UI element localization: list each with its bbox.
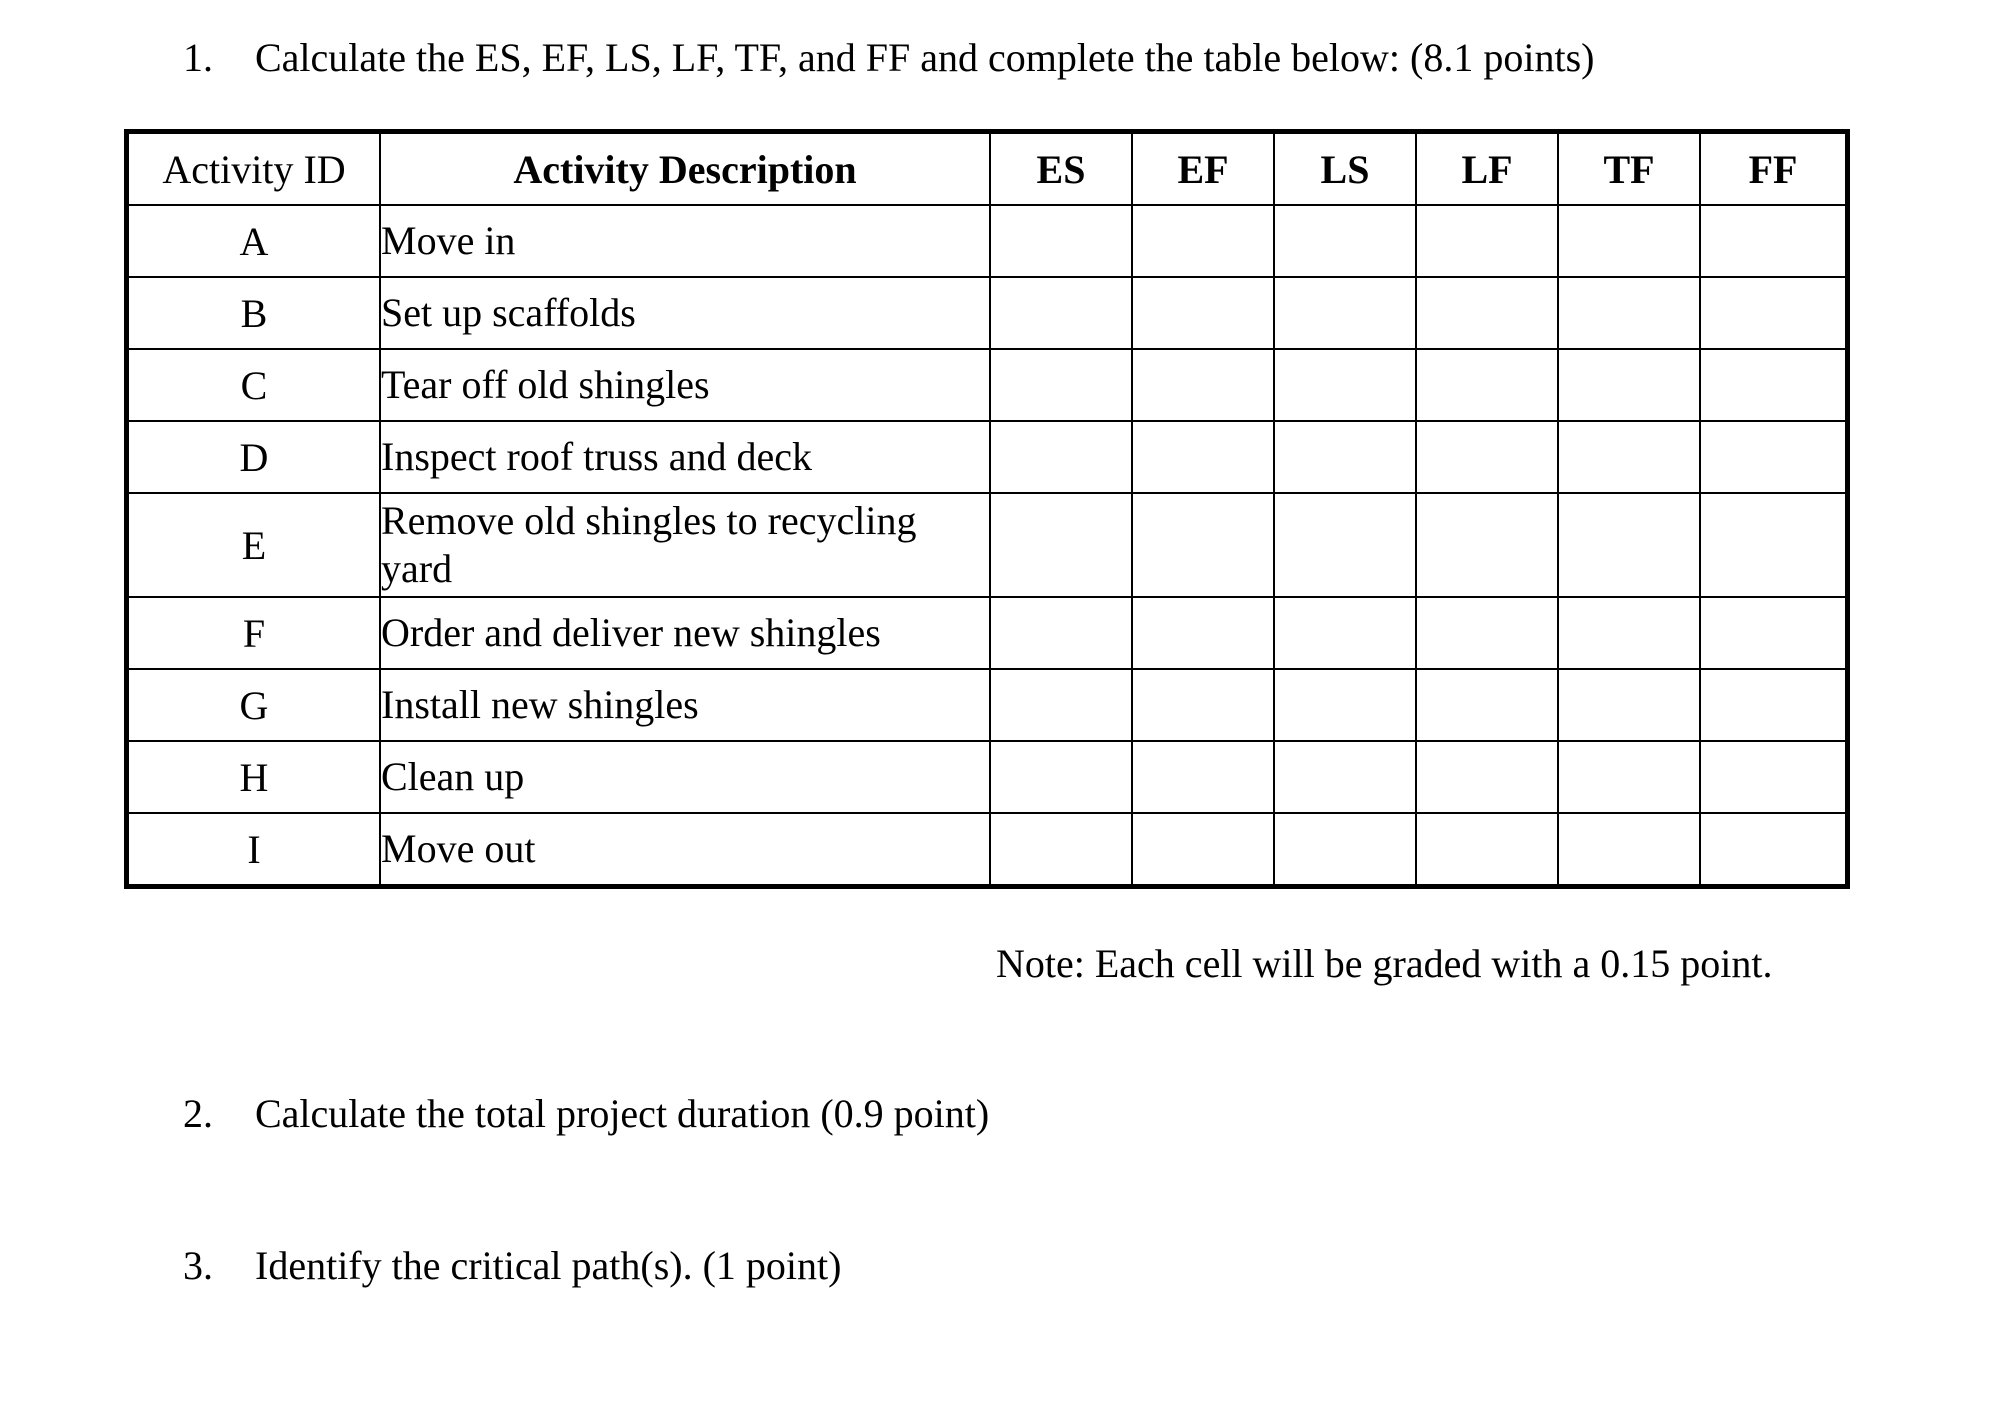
activity-id-cell: D [128,421,380,493]
es-cell[interactable] [990,205,1132,277]
table-row [128,205,1846,277]
activity-description-cell: Set up scaffolds [380,277,990,349]
activity-description-cell: Order and deliver new shingles [380,597,990,669]
header-ef: EF [1132,133,1274,205]
question-1-number: 1. [183,35,213,80]
ef-cell[interactable] [1132,277,1274,349]
header-activity-id: Activity ID [128,133,380,205]
ff-cell[interactable] [1700,277,1846,349]
lf-cell[interactable] [1416,205,1558,277]
ff-cell[interactable] [1700,669,1846,741]
ls-cell[interactable] [1274,421,1416,493]
activity-description-cell: Inspect roof truss and deck [380,421,990,493]
question-3-text: Identify the critical path(s). (1 point) [255,1243,842,1288]
table-row [128,597,1846,669]
tf-cell[interactable] [1558,597,1700,669]
lf-cell[interactable] [1416,669,1558,741]
table-header-row [128,133,1846,205]
ls-cell[interactable] [1274,597,1416,669]
ff-cell[interactable] [1700,813,1846,885]
question-1-text: Calculate the ES, EF, LS, LF, TF, and FF and complete the table below: (8.1 points) [255,35,1595,80]
table-row [128,813,1846,885]
header-tf: TF [1558,133,1700,205]
tf-cell[interactable] [1558,741,1700,813]
question-1 [183,34,1594,82]
ef-cell[interactable] [1132,349,1274,421]
activity-description-cell: Move out [380,813,990,885]
activity-description-cell: Install new shingles [380,669,990,741]
ef-cell[interactable] [1132,205,1274,277]
activity-id-cell: A [128,205,380,277]
question-2-number: 2. [183,1091,213,1136]
header-ff: FF [1700,133,1846,205]
header-activity-description: Activity Description [380,133,990,205]
es-cell[interactable] [990,277,1132,349]
ls-cell[interactable] [1274,277,1416,349]
ff-cell[interactable] [1700,597,1846,669]
activity-description-cell: Clean up [380,741,990,813]
question-2 [183,1090,989,1138]
lf-cell[interactable] [1416,741,1558,813]
ff-cell[interactable] [1700,493,1846,597]
question-3-number: 3. [183,1243,213,1288]
table-row [128,741,1846,813]
lf-cell[interactable] [1416,597,1558,669]
ff-cell[interactable] [1700,349,1846,421]
lf-cell[interactable] [1416,493,1558,597]
ef-cell[interactable] [1132,493,1274,597]
table-row [128,277,1846,349]
tf-cell[interactable] [1558,493,1700,597]
es-cell[interactable] [990,493,1132,597]
activity-id-cell: B [128,277,380,349]
es-cell[interactable] [990,741,1132,813]
table-row [128,349,1846,421]
ef-cell[interactable] [1132,421,1274,493]
activity-id-cell: G [128,669,380,741]
lf-cell[interactable] [1416,421,1558,493]
tf-cell[interactable] [1558,277,1700,349]
header-ls: LS [1274,133,1416,205]
question-3 [183,1242,841,1290]
activity-id-cell: H [128,741,380,813]
activity-id-cell: E [128,493,380,597]
es-cell[interactable] [990,421,1132,493]
header-lf: LF [1416,133,1558,205]
ls-cell[interactable] [1274,349,1416,421]
ef-cell[interactable] [1132,669,1274,741]
activity-id-cell: I [128,813,380,885]
ls-cell[interactable] [1274,205,1416,277]
ff-cell[interactable] [1700,741,1846,813]
es-cell[interactable] [990,349,1132,421]
ef-cell[interactable] [1132,741,1274,813]
tf-cell[interactable] [1558,205,1700,277]
activity-id-cell: C [128,349,380,421]
table-row [128,421,1846,493]
ls-cell[interactable] [1274,741,1416,813]
header-es: ES [990,133,1132,205]
ls-cell[interactable] [1274,493,1416,597]
activity-description-cell: Move in [380,205,990,277]
ff-cell[interactable] [1700,205,1846,277]
grading-note: Note: Each cell will be graded with a 0.15 point. [996,941,1773,986]
ls-cell[interactable] [1274,813,1416,885]
es-cell[interactable] [990,813,1132,885]
es-cell[interactable] [990,597,1132,669]
activity-description-cell: Remove old shingles to recycling yard [380,493,990,597]
question-2-text: Calculate the total project duration (0.9 point) [255,1091,990,1136]
table-row [128,669,1846,741]
activity-description-cell: Tear off old shingles [380,349,990,421]
lf-cell[interactable] [1416,813,1558,885]
tf-cell[interactable] [1558,421,1700,493]
ef-cell[interactable] [1132,813,1274,885]
activity-table [127,132,1847,886]
ff-cell[interactable] [1700,421,1846,493]
ls-cell[interactable] [1274,669,1416,741]
activity-id-cell: F [128,597,380,669]
tf-cell[interactable] [1558,349,1700,421]
table-row [128,493,1846,597]
lf-cell[interactable] [1416,277,1558,349]
ef-cell[interactable] [1132,597,1274,669]
tf-cell[interactable] [1558,669,1700,741]
es-cell[interactable] [990,669,1132,741]
lf-cell[interactable] [1416,349,1558,421]
tf-cell[interactable] [1558,813,1700,885]
